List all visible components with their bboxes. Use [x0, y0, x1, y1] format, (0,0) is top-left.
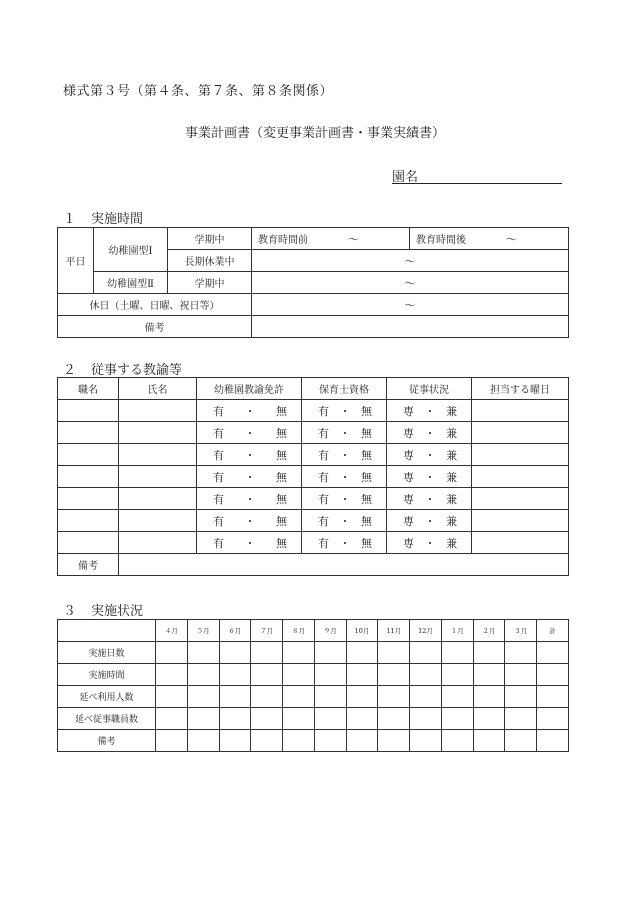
option-no[interactable]: 無: [276, 470, 287, 484]
type2-hours-cell[interactable]: [252, 272, 569, 294]
teacher-license-cell[interactable]: [197, 466, 302, 488]
status-value-cell[interactable]: [251, 686, 283, 708]
employment-status-cell-options: [387, 469, 471, 485]
childcare-qualification-cell-options: [302, 513, 386, 529]
col-header-childcare-qualification: 保育士資格: [302, 378, 387, 400]
status-row-label: 延べ従事職員数: [58, 708, 156, 730]
long-break-tilde: 〜: [404, 254, 416, 268]
term-label: 学期中: [168, 228, 252, 250]
option-no[interactable]: 無: [276, 426, 287, 440]
teacher-license-cell-options: [197, 469, 301, 485]
status-row-label: 実施時間: [58, 664, 156, 686]
staff-position-cell[interactable]: [58, 532, 119, 554]
status-value-cell[interactable]: [283, 730, 315, 752]
status-value-cell[interactable]: [346, 708, 378, 730]
option-yes[interactable]: 有: [213, 470, 224, 484]
teacher-license-cell-options: [197, 535, 301, 551]
option-no[interactable]: 無: [276, 404, 287, 418]
option-full[interactable]: 専: [403, 448, 414, 462]
month-header: 10月: [346, 620, 378, 642]
assigned-days-cell[interactable]: [472, 422, 569, 444]
option-no[interactable]: 無: [361, 448, 372, 462]
option-dot: ・: [244, 492, 256, 506]
option-dot: ・: [424, 448, 436, 462]
status-value-cell[interactable]: [283, 686, 315, 708]
status-row: [58, 686, 569, 708]
status-value-cell[interactable]: [473, 708, 505, 730]
status-value-cell[interactable]: [537, 708, 569, 730]
teacher-license-cell[interactable]: [197, 422, 302, 444]
employment-status-cell[interactable]: [387, 488, 472, 510]
option-dot: ・: [244, 426, 256, 440]
option-dot: ・: [244, 448, 256, 462]
status-value-cell[interactable]: [410, 730, 442, 752]
status-value-cell[interactable]: [283, 664, 315, 686]
option-no[interactable]: 無: [276, 536, 287, 550]
option-dot: ・: [424, 492, 436, 506]
option-yes[interactable]: 有: [318, 404, 329, 418]
month-header-row: [58, 620, 569, 642]
section-1-number: １: [63, 212, 77, 227]
section-1-remarks-label: 備考: [58, 316, 252, 338]
option-part[interactable]: 兼: [446, 426, 457, 440]
option-yes[interactable]: 有: [318, 448, 329, 462]
status-value-cell[interactable]: [505, 708, 537, 730]
status-value-cell[interactable]: [410, 708, 442, 730]
status-value-cell[interactable]: [441, 686, 473, 708]
option-dot: ・: [424, 470, 436, 484]
employment-status-cell-options: [387, 447, 471, 463]
option-no[interactable]: 無: [276, 514, 287, 528]
status-value-cell[interactable]: [314, 664, 346, 686]
section-2-remarks-cell[interactable]: [119, 554, 569, 576]
status-value-cell[interactable]: [346, 664, 378, 686]
status-value-cell[interactable]: [441, 730, 473, 752]
staff-name-cell[interactable]: [119, 466, 197, 488]
option-no[interactable]: 無: [361, 426, 372, 440]
childcare-qualification-cell-options: [302, 447, 386, 463]
status-value-cell[interactable]: [187, 686, 219, 708]
option-full[interactable]: 専: [403, 470, 414, 484]
status-value-cell[interactable]: [219, 730, 251, 752]
teacher-license-cell[interactable]: [197, 488, 302, 510]
month-header: ６月: [219, 620, 251, 642]
status-value-cell[interactable]: [505, 730, 537, 752]
assigned-days-cell[interactable]: [472, 510, 569, 532]
teacher-license-cell[interactable]: [197, 400, 302, 422]
status-value-cell[interactable]: [314, 708, 346, 730]
option-dot: ・: [244, 404, 256, 418]
option-dot: ・: [424, 426, 436, 440]
section-1-heading: [63, 208, 143, 227]
status-value-cell[interactable]: [441, 664, 473, 686]
weekday-label: 平日: [58, 228, 94, 294]
month-header: ８月: [283, 620, 315, 642]
holiday-label: 休日（土曜、日曜、祝日等）: [58, 294, 252, 316]
assigned-days-cell[interactable]: [472, 488, 569, 510]
option-yes[interactable]: 有: [213, 404, 224, 418]
option-dot: ・: [424, 514, 436, 528]
childcare-qualification-cell[interactable]: [302, 532, 387, 554]
option-dot: ・: [339, 426, 351, 440]
option-no[interactable]: 無: [361, 536, 372, 550]
staff-row: [58, 444, 569, 466]
term-label-type2: 学期中: [168, 272, 252, 294]
option-full[interactable]: 専: [403, 492, 414, 506]
staff-position-cell[interactable]: [58, 444, 119, 466]
option-yes[interactable]: 有: [213, 448, 224, 462]
assigned-days-cell[interactable]: [472, 466, 569, 488]
staff-name-cell[interactable]: [119, 422, 197, 444]
staff-name-cell[interactable]: [119, 510, 197, 532]
section-1-title: 実施時間: [91, 212, 144, 227]
staff-name-cell[interactable]: [119, 532, 197, 554]
teacher-license-cell[interactable]: [197, 444, 302, 466]
status-value-cell[interactable]: [346, 642, 378, 664]
status-value-cell[interactable]: [187, 664, 219, 686]
staff-row: [58, 532, 569, 554]
option-no[interactable]: 無: [276, 448, 287, 462]
option-yes[interactable]: 有: [318, 470, 329, 484]
kindergarten-type-1-label: 幼稚園型Ⅰ: [94, 228, 168, 272]
status-value-cell[interactable]: [187, 642, 219, 664]
section-2-remarks-label: 備考: [58, 554, 119, 576]
option-dot: ・: [339, 536, 351, 550]
option-no[interactable]: 無: [361, 514, 372, 528]
status-value-cell[interactable]: [378, 686, 410, 708]
teacher-license-cell-options: [197, 491, 301, 507]
option-dot: ・: [339, 404, 351, 418]
employment-status-cell[interactable]: [387, 400, 472, 422]
teacher-license-cell-options: [197, 447, 301, 463]
option-yes[interactable]: 有: [213, 536, 224, 550]
status-value-cell[interactable]: [251, 730, 283, 752]
implementation-status-table: [57, 619, 569, 752]
staff-row: [58, 488, 569, 510]
staff-name-cell[interactable]: [119, 488, 197, 510]
after-hours-label: 教育時間後: [416, 234, 466, 246]
status-value-cell[interactable]: [505, 642, 537, 664]
status-value-cell[interactable]: [156, 708, 188, 730]
employment-status-cell-options: [387, 535, 471, 551]
month-header: 11月: [378, 620, 410, 642]
employment-status-cell-options: [387, 403, 471, 419]
document-title: 事業計画書（変更事業計画書・事業実績書）: [184, 126, 445, 141]
option-part[interactable]: 兼: [446, 448, 457, 462]
staff-position-cell[interactable]: [58, 400, 119, 422]
status-value-cell[interactable]: [441, 708, 473, 730]
col-header-name: 氏名: [119, 378, 197, 400]
option-full[interactable]: 専: [403, 514, 414, 528]
employment-status-cell-options: [387, 425, 471, 441]
option-no[interactable]: 無: [361, 492, 372, 506]
section-1-remarks-cell[interactable]: [252, 316, 569, 338]
option-yes[interactable]: 有: [213, 514, 224, 528]
month-header: ５月: [187, 620, 219, 642]
kindergarten-name-line[interactable]: [392, 183, 562, 184]
status-value-cell[interactable]: [156, 664, 188, 686]
teacher-license-cell-options: [197, 425, 301, 441]
status-value-cell[interactable]: [346, 686, 378, 708]
status-value-cell[interactable]: [473, 642, 505, 664]
staff-position-cell[interactable]: [58, 510, 119, 532]
status-row: [58, 642, 569, 664]
section-3-number: ３: [63, 604, 77, 619]
option-dot: ・: [424, 536, 436, 550]
status-value-cell[interactable]: [251, 708, 283, 730]
status-value-cell[interactable]: [156, 642, 188, 664]
status-value-cell[interactable]: [219, 686, 251, 708]
month-header: ７月: [251, 620, 283, 642]
childcare-qualification-cell-options: [302, 535, 386, 551]
status-value-cell[interactable]: [346, 730, 378, 752]
childcare-qualification-cell[interactable]: [302, 422, 387, 444]
status-value-cell[interactable]: [251, 664, 283, 686]
status-value-cell[interactable]: [314, 642, 346, 664]
childcare-qualification-cell-options: [302, 403, 386, 419]
status-value-cell[interactable]: [473, 686, 505, 708]
status-row: [58, 664, 569, 686]
status-row: [58, 708, 569, 730]
month-header: ４月: [156, 620, 188, 642]
status-value-cell[interactable]: [187, 708, 219, 730]
status-value-cell[interactable]: [537, 686, 569, 708]
option-yes[interactable]: 有: [213, 492, 224, 506]
option-yes[interactable]: 有: [318, 514, 329, 528]
month-header: ２月: [473, 620, 505, 642]
staff-position-cell[interactable]: [58, 488, 119, 510]
before-hours-tilde: 〜: [348, 232, 359, 246]
option-yes[interactable]: 有: [318, 426, 329, 440]
status-value-cell[interactable]: [378, 642, 410, 664]
option-part[interactable]: 兼: [446, 492, 457, 506]
staff-row: [58, 510, 569, 532]
section-3-heading: [63, 600, 143, 619]
childcare-qualification-cell[interactable]: [302, 510, 387, 532]
teacher-license-cell-options: [197, 403, 301, 419]
month-header: ９月: [314, 620, 346, 642]
status-value-cell[interactable]: [537, 664, 569, 686]
status-row-label: 実施日数: [58, 642, 156, 664]
month-header: ３月: [505, 620, 537, 642]
status-row-label: 延べ利用人数: [58, 686, 156, 708]
status-value-cell[interactable]: [537, 642, 569, 664]
option-no[interactable]: 無: [361, 470, 372, 484]
option-full[interactable]: 専: [403, 404, 414, 418]
employment-status-cell[interactable]: [387, 532, 472, 554]
employment-status-cell[interactable]: [387, 510, 472, 532]
childcare-qualification-cell[interactable]: [302, 466, 387, 488]
status-row-label: 備考: [58, 730, 156, 752]
childcare-qualification-cell[interactable]: [302, 444, 387, 466]
childcare-qualification-cell-options: [302, 491, 386, 507]
before-hours-cell[interactable]: [252, 228, 410, 250]
teacher-license-cell-options: [197, 513, 301, 529]
option-part[interactable]: 兼: [446, 514, 457, 528]
status-value-cell[interactable]: [219, 708, 251, 730]
status-value-cell[interactable]: [537, 730, 569, 752]
staff-table: [57, 377, 569, 576]
before-hours-label: 教育時間前: [258, 234, 308, 246]
status-value-cell[interactable]: [473, 730, 505, 752]
col-header-assigned-days: 担当する曜日: [472, 378, 569, 400]
employment-status-cell[interactable]: [387, 444, 472, 466]
month-header: 12月: [410, 620, 442, 642]
status-value-cell[interactable]: [283, 642, 315, 664]
type2-tilde: 〜: [404, 276, 416, 290]
section-2-number: ２: [63, 363, 77, 378]
staff-row: [58, 422, 569, 444]
employment-status-cell[interactable]: [387, 422, 472, 444]
staff-name-cell[interactable]: [119, 444, 197, 466]
childcare-qualification-cell[interactable]: [302, 400, 387, 422]
option-part[interactable]: 兼: [446, 536, 457, 550]
option-part[interactable]: 兼: [446, 404, 457, 418]
after-hours-cell[interactable]: [410, 228, 569, 250]
staff-position-cell[interactable]: [58, 422, 119, 444]
option-dot: ・: [339, 514, 351, 528]
status-value-cell[interactable]: [410, 686, 442, 708]
assigned-days-cell[interactable]: [472, 444, 569, 466]
status-value-cell[interactable]: [410, 664, 442, 686]
assigned-days-cell[interactable]: [472, 532, 569, 554]
option-yes[interactable]: 有: [318, 492, 329, 506]
holiday-hours-cell[interactable]: [252, 294, 569, 316]
status-value-cell[interactable]: [219, 664, 251, 686]
holiday-tilde: 〜: [404, 298, 416, 312]
col-header-teacher-license: 幼稚園教諭免許: [197, 378, 302, 400]
section-3-title: 実施状況: [91, 604, 144, 619]
staff-row: [58, 466, 569, 488]
status-value-cell[interactable]: [473, 664, 505, 686]
status-row: [58, 730, 569, 752]
status-value-cell[interactable]: [314, 730, 346, 752]
employment-status-cell-options: [387, 491, 471, 507]
childcare-qualification-cell-options: [302, 425, 386, 441]
implementation-hours-table: [57, 227, 569, 338]
status-value-cell[interactable]: [441, 642, 473, 664]
employment-status-cell-options: [387, 513, 471, 529]
option-dot: ・: [339, 492, 351, 506]
option-dot: ・: [424, 404, 436, 418]
childcare-qualification-cell[interactable]: [302, 488, 387, 510]
teacher-license-cell[interactable]: [197, 510, 302, 532]
status-value-cell[interactable]: [251, 642, 283, 664]
kindergarten-type-2-label: 幼稚園型Ⅱ: [94, 272, 168, 294]
option-dot: ・: [339, 448, 351, 462]
option-yes[interactable]: 有: [318, 536, 329, 550]
option-dot: ・: [339, 470, 351, 484]
option-no[interactable]: 無: [361, 404, 372, 418]
col-header-position: 職名: [58, 378, 119, 400]
assigned-days-cell[interactable]: [472, 400, 569, 422]
staff-position-cell[interactable]: [58, 466, 119, 488]
option-part[interactable]: 兼: [446, 470, 457, 484]
option-full[interactable]: 専: [403, 536, 414, 550]
corner-cell: [58, 620, 156, 642]
kindergarten-name-label: 園名: [392, 170, 419, 185]
status-value-cell[interactable]: [378, 664, 410, 686]
section-2-title: 従事する教諭等: [91, 363, 183, 378]
option-full[interactable]: 専: [403, 426, 414, 440]
month-header: １月: [441, 620, 473, 642]
status-value-cell[interactable]: [410, 642, 442, 664]
month-header: 計: [537, 620, 569, 642]
status-value-cell[interactable]: [156, 686, 188, 708]
teacher-license-cell[interactable]: [197, 532, 302, 554]
long-break-label: 長期休業中: [168, 250, 252, 272]
after-hours-tilde: 〜: [506, 232, 517, 246]
col-header-employment-status: 従事状況: [387, 378, 472, 400]
status-value-cell[interactable]: [219, 642, 251, 664]
status-value-cell[interactable]: [156, 730, 188, 752]
staff-row: [58, 400, 569, 422]
staff-name-cell[interactable]: [119, 400, 197, 422]
option-dot: ・: [244, 470, 256, 484]
status-value-cell[interactable]: [505, 686, 537, 708]
employment-status-cell[interactable]: [387, 466, 472, 488]
form-number-label: 様式第３号（第４条、第７条、第８条関係）: [63, 84, 334, 99]
option-yes[interactable]: 有: [213, 426, 224, 440]
option-dot: ・: [244, 514, 256, 528]
option-dot: ・: [244, 536, 256, 550]
status-value-cell[interactable]: [314, 686, 346, 708]
section-2-heading: [63, 359, 182, 378]
status-value-cell[interactable]: [378, 730, 410, 752]
long-break-hours-cell[interactable]: [252, 250, 569, 272]
childcare-qualification-cell-options: [302, 469, 386, 485]
staff-remarks-row: [58, 554, 569, 576]
status-value-cell[interactable]: [505, 664, 537, 686]
status-value-cell[interactable]: [378, 708, 410, 730]
status-value-cell[interactable]: [187, 730, 219, 752]
status-value-cell[interactable]: [283, 708, 315, 730]
option-no[interactable]: 無: [276, 492, 287, 506]
